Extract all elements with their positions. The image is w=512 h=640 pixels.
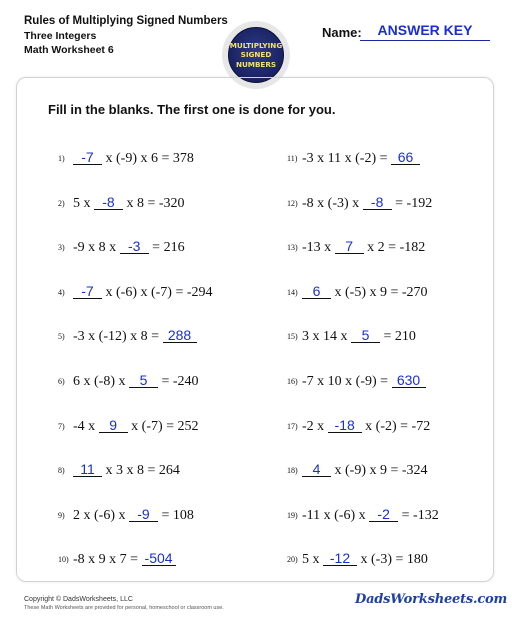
problem-text-before: 5 x — [73, 195, 94, 211]
problem-number: 19) — [287, 510, 298, 520]
problem-number: 7) — [58, 421, 65, 431]
problem-text-before: -8 x (-3) x — [302, 195, 363, 211]
problem-text-after: x (-9) x 9 = -324 — [331, 463, 428, 479]
answer-blank: -9 — [129, 507, 158, 522]
answer-blank: 9 — [99, 418, 128, 433]
problem-text-before: -7 x 10 x (-9) = — [302, 374, 392, 389]
problem-text-before: -9 x 8 x — [73, 240, 120, 256]
problem-item — [287, 462, 428, 479]
problem-item — [58, 507, 194, 524]
answer-blank: 5 — [351, 328, 380, 343]
problem-number: 12) — [287, 198, 298, 208]
problem-text-after: x (-5) x 9 = -270 — [331, 284, 428, 300]
worksheet-number: Math Worksheet 6 — [24, 44, 114, 56]
problem-text-after: x (-7) = 252 — [127, 418, 199, 434]
problem-item — [58, 239, 185, 256]
problem-text-after: x 2 = -182 — [363, 240, 426, 256]
answer-blank: -8 — [363, 195, 392, 210]
problem-text-after: x (-6) x (-7) = -294 — [102, 284, 213, 300]
problem-number: 8) — [58, 466, 65, 476]
answer-blank: 6 — [302, 284, 331, 299]
problem-text-before: -3 x (-12) x 8 = — [73, 329, 163, 345]
problem-number: 5) — [58, 332, 65, 342]
problem-item — [287, 150, 420, 167]
answer-blank: 630 — [392, 373, 426, 388]
problem-number: 17) — [287, 421, 298, 431]
answer-blank: -18 — [328, 418, 362, 433]
answer-blank: 7 — [335, 239, 364, 254]
problem-text-before: -3 x 11 x (-2) = — [302, 151, 392, 166]
answer-blank: 5 — [129, 373, 158, 388]
problem-item — [287, 418, 430, 435]
problem-text-after: = 216 — [148, 240, 185, 256]
problem-text-before: -11 x (-6) x — [302, 507, 370, 523]
answer-blank: -8 — [94, 195, 123, 210]
problem-text-after: = -192 — [391, 195, 433, 211]
problem-text-after: = 108 — [158, 507, 194, 523]
problem-text-before: -4 x — [73, 418, 99, 434]
dadsworksheets-logo: DadsWorksheets.com — [355, 592, 508, 607]
answer-blank: -504 — [142, 551, 176, 566]
problem-item — [287, 284, 428, 301]
problem-item — [58, 284, 213, 301]
problem-number: 18) — [287, 466, 298, 476]
answer-blank: -7 — [73, 150, 102, 165]
problem-text-after: = -240 — [158, 374, 199, 389]
answer-blank: -2 — [369, 507, 398, 522]
answer-blank: -7 — [73, 284, 102, 299]
problem-item — [58, 418, 199, 435]
problem-text-before: 3 x 14 x — [302, 329, 351, 345]
problem-number: 6) — [58, 377, 65, 386]
problem-text-after: x (-9) x 6 = 378 — [102, 151, 194, 166]
problem-item — [287, 328, 416, 345]
name-label: Name: — [322, 25, 362, 40]
answer-blank: 66 — [391, 150, 420, 165]
problem-text-after: = 210 — [380, 329, 416, 345]
problem-item — [58, 551, 176, 568]
problem-text-before: -8 x 9 x 7 = — [73, 552, 142, 568]
problem-text-after: = -132 — [398, 507, 439, 523]
name-field: ANSWER KEY — [360, 22, 490, 41]
problem-number: 2) — [58, 198, 65, 208]
problem-item — [287, 373, 426, 390]
problem-number: 14) — [287, 287, 298, 297]
problem-item — [58, 195, 185, 212]
answer-blank: 11 — [73, 462, 102, 477]
problem-number: 13) — [287, 243, 298, 253]
problem-text-after: x 3 x 8 = 264 — [102, 463, 180, 479]
problem-item — [58, 373, 199, 390]
problem-number: 1) — [58, 154, 65, 163]
worksheet-header — [24, 14, 228, 58]
answer-blank: 288 — [163, 328, 197, 343]
problem-text-after: x (-2) = -72 — [361, 418, 431, 434]
usage-note: These Math Worksheets are provided for personal, homeschool or classroom use. — [24, 605, 224, 611]
answer-blank: 4 — [302, 462, 331, 477]
badge-line: MULTIPLYING — [229, 40, 283, 50]
worksheet-subtitle: Three Integers — [24, 29, 97, 42]
problem-item — [58, 150, 194, 167]
badge-line: NUMBERS — [235, 59, 277, 69]
footer — [24, 595, 224, 613]
instructions: Fill in the blanks. The first one is done for you. — [48, 102, 336, 117]
problem-number: 3) — [58, 243, 65, 253]
problem-item — [58, 462, 180, 479]
problem-number: 11) — [287, 154, 298, 163]
problem-number: 10) — [58, 555, 69, 565]
answer-blank: -3 — [120, 239, 149, 254]
problem-text-before: -13 x — [302, 240, 335, 256]
problem-item — [58, 328, 197, 345]
problem-text-before: 2 x (-6) x — [73, 507, 129, 523]
problem-number: 15) — [287, 332, 298, 342]
problem-number: 16) — [287, 377, 298, 386]
copyright-text: Copyright © DadsWorksheets, LLC — [24, 596, 133, 603]
problem-item — [287, 239, 425, 256]
problem-text-before: -2 x — [302, 418, 328, 434]
badge-line: SIGNED — [240, 50, 272, 60]
worksheet-title: Rules of Multiplying Signed Numbers — [24, 15, 228, 27]
problem-text-after: x 8 = -320 — [123, 195, 185, 211]
problem-number: 4) — [58, 287, 65, 297]
problem-item — [287, 195, 432, 212]
problem-number: 9) — [58, 510, 65, 520]
problem-text-before: 5 x — [302, 552, 323, 568]
problem-text-before: 6 x (-8) x — [73, 374, 129, 389]
problem-item — [287, 507, 439, 524]
problem-number: 20) — [287, 555, 298, 565]
answer-blank: -12 — [323, 551, 357, 566]
problem-item — [287, 551, 428, 568]
topic-badge-icon — [228, 27, 284, 83]
problem-text-after: x (-3) = 180 — [357, 552, 428, 568]
